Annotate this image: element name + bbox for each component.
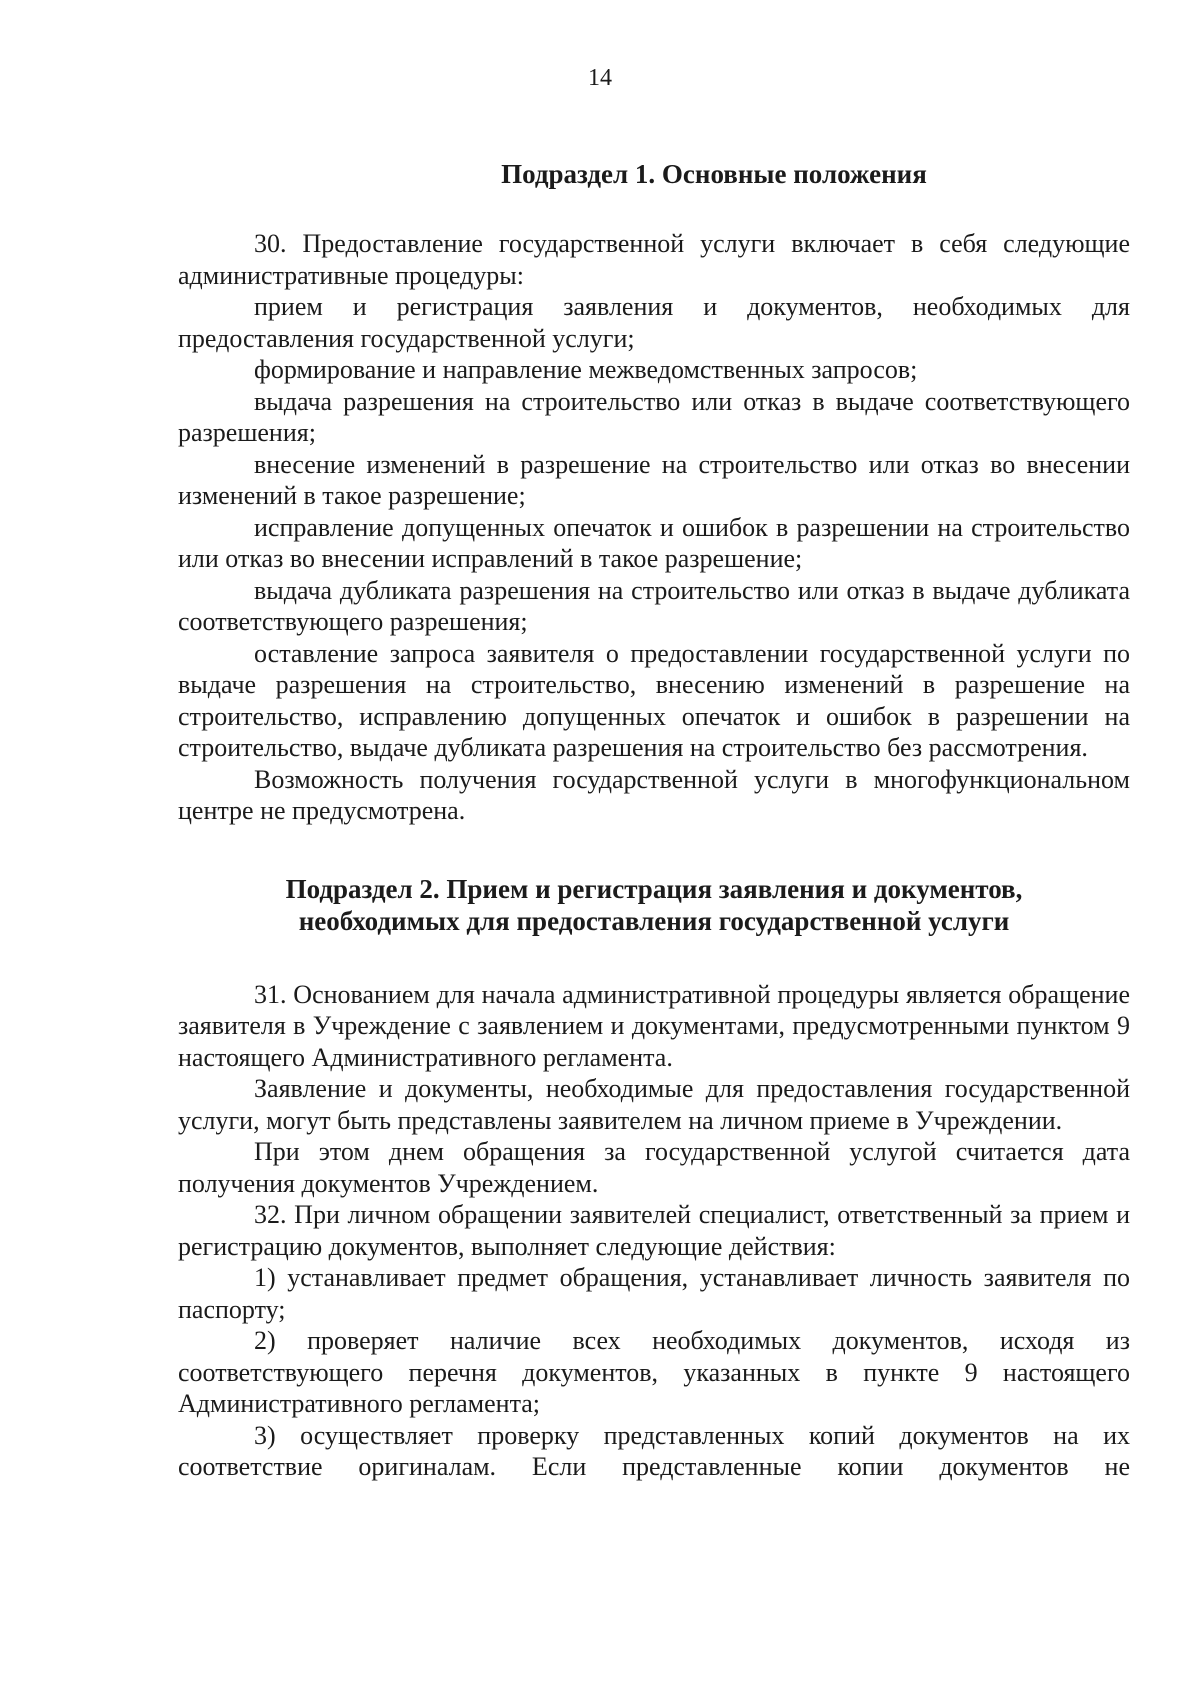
subsection-1-title: Подраздел 1. Основные положения: [501, 159, 927, 189]
list-item-2: 2) проверяет наличие всех необходимых документов, исходя из соответствующего перечня документов, указанных в пункте 9 настоящего Административного регламента;: [178, 1326, 1130, 1418]
list-item-amend-permit: внесение изменений в разрешение на строительство или отказ во внесении изменений в такое разрешение;: [178, 449, 1130, 510]
paragraph-personal-submission: Заявление и документы, необходимые для предоставления государственной услуги, могут быть представлены заявителем на личном приеме в Учреждении.: [178, 1074, 1130, 1135]
list-item-intake: прием и регистрация заявления и документов, необходимых для предоставления государственной услуги;: [178, 292, 1130, 353]
document-body: [178, 158, 1130, 1483]
page-number: 14: [588, 65, 612, 91]
list-item-duplicate: выдача дубликата разрешения на строительство или отказ в выдаче дубликата соответствующего разрешения;: [178, 575, 1130, 636]
list-item-leave-unconsidered: оставление запроса заявителя о предоставлении государственной услуги по выдаче разрешения на строительство, внесению изменений в разрешение на строительство, исправлению допущенных опечаток и ошибок в разрешении на строительство, выдаче дубликата разрешения на строительство без рассмотрения.: [178, 638, 1130, 762]
list-item-3: 3) осуществляет проверку представленных копий документов на их соответствие оригиналам. Если представленные копии документов не: [178, 1420, 1130, 1481]
subsection-2-title: Подраздел 2. Прием и регистрация заявления и документов, необходимых для предоставления государственной услуги: [285, 873, 1023, 936]
paragraph-mfc: Возможность получения государственной услуги в многофункциональном центре не предусмотрена.: [178, 764, 1130, 825]
list-item-interagency: формирование и направление межведомственных запросов;: [254, 355, 918, 384]
list-item-issue-permit: выдача разрешения на строительство или отказ в выдаче соответствующего разрешения;: [178, 386, 1130, 447]
paragraph-date-of-request: При этом днем обращения за государственной услугой считается дата получения документов Учреждением.: [178, 1137, 1130, 1198]
paragraph-32: 32. При личном обращении заявителей специалист, ответственный за прием и регистрацию документов, выполняет следующие действия:: [178, 1200, 1130, 1261]
paragraph-31: 31. Основанием для начала административной процедуры является обращение заявителя в Учреждение с заявлением и документами, предусмотренными пунктом 9 настоящего Административного регламента.: [178, 979, 1130, 1072]
list-item-correct-errors: исправление допущенных опечаток и ошибок в разрешении на строительство или отказ во внесении исправлений в такое разрешение;: [178, 512, 1130, 573]
list-item-1: 1) устанавливает предмет обращения, устанавливает личность заявителя по паспорту;: [178, 1263, 1130, 1324]
paragraph-30: 30. Предоставление государственной услуги включает в себя следующие административные процедуры:: [178, 229, 1130, 290]
